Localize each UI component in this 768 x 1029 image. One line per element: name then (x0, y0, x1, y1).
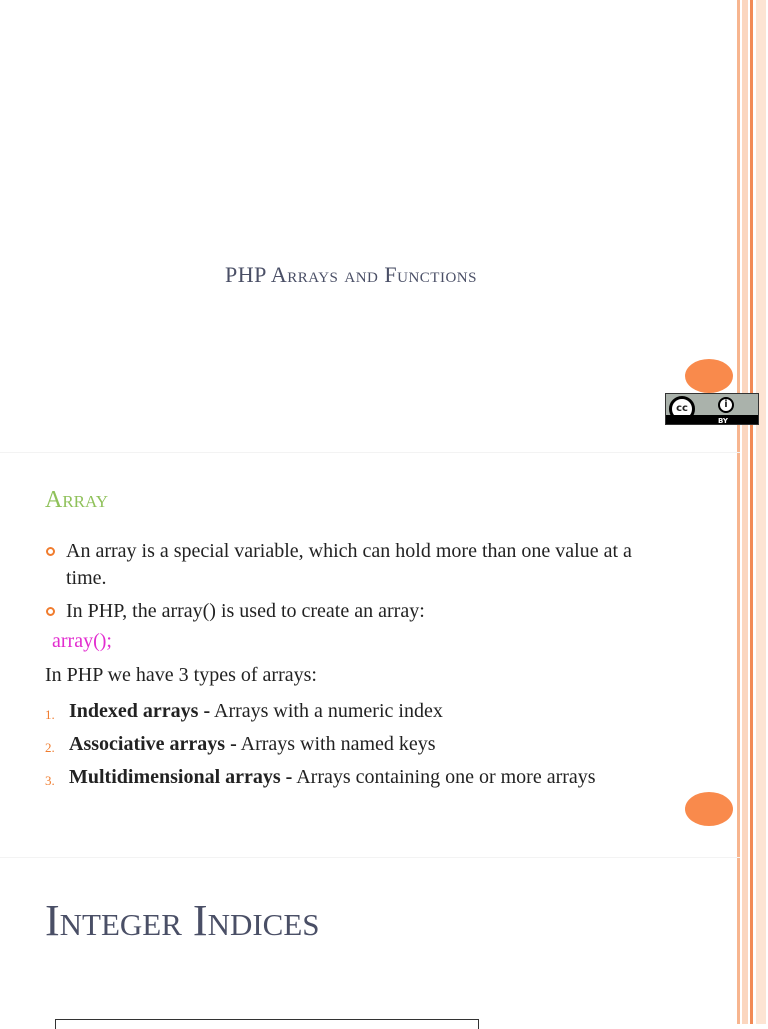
decorative-stripe (742, 0, 748, 1024)
type-desc: Arrays with named keys (236, 733, 436, 755)
list-number: 2. (45, 740, 55, 755)
list-item (45, 698, 665, 725)
slide-title: PHP Arrays and Functions (225, 262, 477, 287)
array-types-list (45, 698, 665, 797)
intro-text: In PHP we have 3 types of arrays: (45, 664, 317, 686)
slide-divider (0, 452, 740, 453)
list-item (45, 731, 665, 758)
type-desc: Arrays with a numeric index (210, 700, 443, 722)
creative-commons-by-icon (665, 393, 759, 425)
section-heading: Integer Indices (45, 896, 320, 945)
list-item (45, 764, 665, 791)
section-heading: Array (45, 487, 109, 513)
decorative-stripe (756, 0, 766, 1024)
badge-band (666, 415, 758, 424)
list-number: 1. (45, 707, 55, 722)
bullet-list (45, 538, 665, 631)
decorative-stripe (737, 0, 740, 1024)
slide-divider (0, 857, 740, 858)
type-name: Multidimensional arrays - (69, 766, 293, 788)
orange-dot (685, 359, 733, 393)
decorative-stripe (750, 0, 753, 1024)
type-desc: Arrays containing one or more arrays (292, 766, 596, 788)
cc-icon: cc (669, 396, 695, 422)
orange-dot (685, 792, 733, 826)
type-name: Associative arrays - (69, 733, 237, 755)
bullet-item: An array is a special variable, which can hold more than one value at a time. (45, 538, 665, 592)
code-snippet: array(); (52, 630, 112, 652)
attribution-icon: i (718, 397, 734, 413)
table-top-edge (55, 1019, 479, 1029)
bullet-item: In PHP, the array() is used to create an array: (45, 598, 665, 625)
badge-by-label: BY (717, 417, 728, 425)
list-number: 3. (45, 773, 55, 788)
type-name: Indexed arrays - (69, 700, 211, 722)
